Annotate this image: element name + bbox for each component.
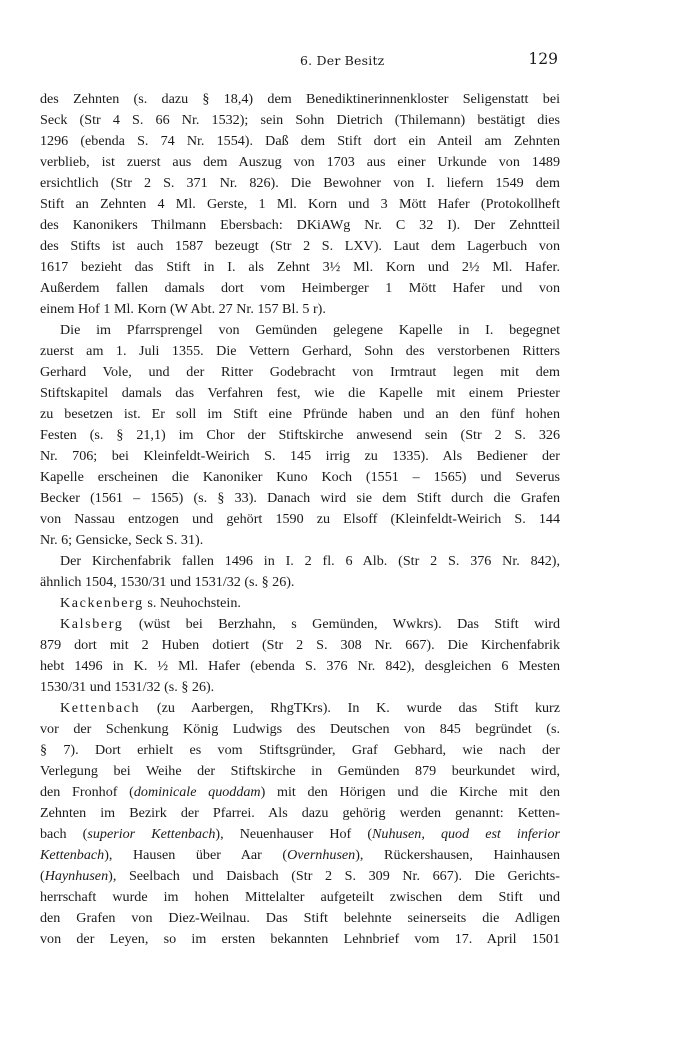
text-line: zuerst am 1. Juli 1355. Die Vettern Gerhard, Sohn des verstorbenen Ritters — [40, 343, 560, 359]
text-line: Gerhard Vole, und der Ritter Godebracht von Irmtraut legen mit dem — [40, 364, 560, 380]
running-head: 6. Der Besitz — [300, 53, 385, 68]
latin-term: Kettenbach — [40, 847, 105, 863]
latin-term: superior Kettenbach — [87, 826, 216, 842]
text-line: Zehnten im Bezirk der Pfarrei. Als dazu gehörig werden genannt: Ketten- — [40, 805, 560, 821]
text-line: Nr. 6; Gensicke, Seck S. 31). — [40, 532, 204, 548]
text-run: ), Seelbach und Daisbach (Str 2 S. 309 Nr. 667). Die Gerichts- — [108, 868, 560, 884]
text-line: des Zehnten (s. dazu § 18,4) dem Benediktinerinnenkloster Seligenstatt bei — [40, 91, 560, 107]
text-line: Nr. 706; bei Kleinfeldt-Weirich S. 145 irrig zu 1335). Als Bediener der — [40, 448, 560, 464]
text-line: Der Kirchenfabrik fallen 1496 in I. 2 fl. 6 Alb. (Str 2 S. 376 Nr. 842), — [60, 553, 560, 569]
text-line — [40, 698, 560, 719]
text-line: von Nassau entzogen und gehört 1590 zu Elsoff (Kleinfeldt-Weirich S. 144 — [40, 511, 560, 527]
text-run: (wüst bei Berzhahn, s Gemünden, Wwkrs). Das Stift wird — [123, 616, 560, 632]
entry-term: Kettenbach — [60, 700, 141, 716]
text-line: von der Leyen, so im ersten bekannten Lehnbrief vom 17. April 1501 — [40, 931, 560, 947]
text-line: 1617 bezieht das Stift in I. als Zehnt 3½ Ml. Korn und 2½ Ml. Hafer. — [40, 259, 560, 275]
text-line: den Grafen von Diez-Weilnau. Das Stift belehnte seinerseits die Adligen — [40, 910, 560, 926]
text-line — [40, 782, 560, 803]
latin-term: Nuhusen, quod est inferior — [372, 826, 560, 842]
latin-term: Overnhusen — [287, 847, 356, 863]
text-line: Kapelle erscheinen die Kanoniker Kuno Koch (1551 – 1565) und Severus — [40, 469, 560, 485]
text-line: Die im Pfarrsprengel von Gemünden gelegene Kapelle in I. begegnet — [60, 322, 560, 338]
text-line: Stiftskapitel damals das Verfahren fest, wie die Kapelle mit einem Priester — [40, 385, 560, 401]
text-line: einem Hof 1 Ml. Korn (W Abt. 27 Nr. 157 Bl. 5 r). — [40, 301, 326, 317]
text-run: den Fronhof ( — [40, 784, 134, 800]
text-run: ), Hausen über Aar ( — [104, 847, 288, 863]
text-line: vor der Schenkung König Ludwigs des Deutschen von 845 begründet (s. — [40, 721, 560, 737]
text-line: 1296 (ebenda S. 74 Nr. 1554). Daß dem Stift dort ein Anteil am Zehnten — [40, 133, 560, 149]
text-line — [40, 824, 560, 845]
text-run: ), Neuenhauser Hof ( — [215, 826, 373, 842]
entry-term: Kackenberg — [60, 595, 144, 611]
text-line — [40, 593, 560, 614]
text-run: ( — [40, 868, 45, 884]
page-number: 129 — [528, 50, 558, 68]
text-run: bach ( — [40, 826, 88, 842]
text-line: 879 dort mit 2 Huben dotiert (Str 2 S. 308 Nr. 667). Die Kirchenfabrik — [40, 637, 560, 653]
text-run: ), Rückershausen, Hainhausen — [355, 847, 561, 863]
text-line — [40, 845, 560, 866]
entry-term: Kalsberg — [60, 616, 124, 632]
text-line: Außerdem fallen damals dort vom Heimberger 1 Mött Hafer und von — [40, 280, 560, 296]
text-line: hebt 1496 in K. ½ Ml. Hafer (ebenda S. 376 Nr. 842), desgleichen 6 Mesten — [40, 658, 560, 674]
text-line: 1530/31 und 1531/32 (s. § 26). — [40, 679, 215, 695]
text-line: zu besetzen ist. Er soll im Stift eine Pfründe haben und an den fünf hohen — [40, 406, 560, 422]
text-line: des Kanonikers Thilmann Ebersbach: DKiAWg Nr. C 32 I). Der Zehntteil — [40, 217, 560, 233]
text-line: Festen (s. § 21,1) im Chor der Stiftskirche anwesend sein (Str 2 S. 326 — [40, 427, 560, 443]
text-run: s. Neuhochstein. — [143, 595, 241, 611]
text-line: ähnlich 1504, 1530/31 und 1531/32 (s. § 26). — [40, 574, 295, 590]
text-line: Stift an Zehnten 4 Ml. Gerste, 1 Ml. Korn und 3 Mött Hafer (Protokollheft — [40, 196, 560, 212]
latin-term: Haynhusen — [44, 868, 109, 884]
text-line: verblieb, ist zuerst aus dem Auszug von 1703 aus einer Urkunde von 1489 — [40, 154, 560, 170]
text-line — [40, 866, 560, 887]
text-line — [40, 614, 560, 635]
text-line: herrschaft wurde im hohen Mittelalter aufgeteilt zwischen dem Stift und — [40, 889, 560, 905]
text-line: § 7). Dort erhielt es vom Stiftsgründer, Graf Gebhard, wie nach der — [40, 742, 560, 758]
text-line: des Stifts ist auch 1587 bezeugt (Str 2 S. LXV). Laut dem Lagerbuch von — [40, 238, 560, 254]
text-line: Verlegung bei Weihe der Stiftskirche in Gemünden 879 beurkundet wird, — [40, 763, 560, 779]
latin-term: dominicale quoddam — [133, 784, 261, 800]
body-text — [40, 89, 560, 950]
text-run: ) mit den Hörigen und die Kirche mit den — [260, 784, 560, 800]
text-run: (zu Aarbergen, RhgTKrs). In K. wurde das Stift kurz — [140, 700, 560, 716]
text-line: Becker (1561 – 1565) (s. § 33). Danach wird sie dem Stift durch die Grafen — [40, 490, 560, 506]
text-line: Seck (Str 4 S. 66 Nr. 1532); sein Sohn Dietrich (Thilemann) bestätigt dies — [40, 112, 560, 128]
text-line: ersichtlich (Str 2 S. 371 Nr. 826). Die Bewohner von I. liefern 1549 dem — [40, 175, 560, 191]
